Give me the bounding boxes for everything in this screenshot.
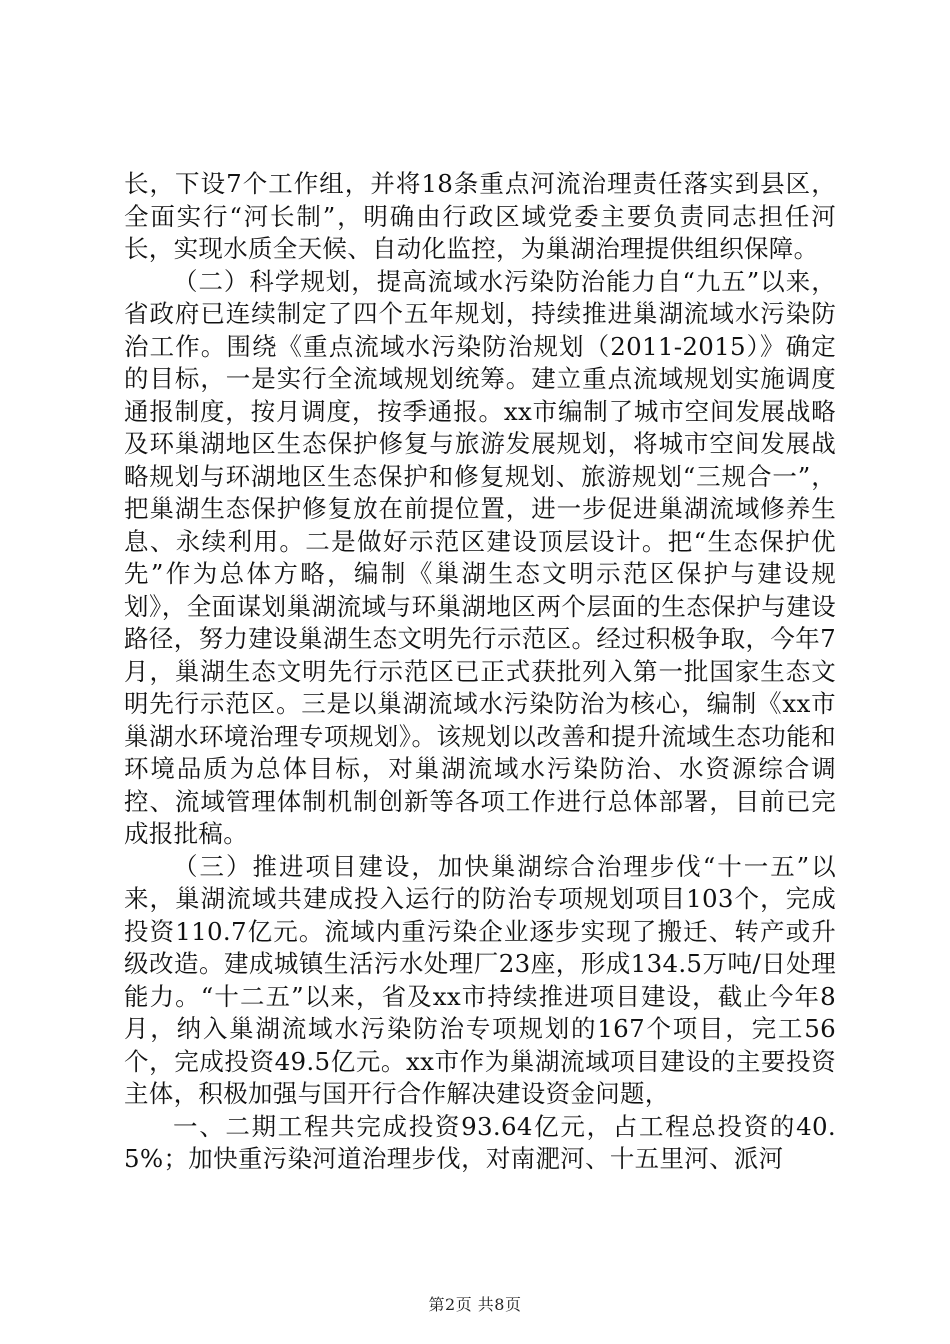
page-number-footer: 第2页 共8页 [428, 1295, 522, 1314]
paragraph-3: （三）推进项目建设，加快巢湖综合治理步伐“十一五”以来，巢湖流域共建成投入运行的防治专项规划项目103个，完成投资110.7亿元。流域内重污染企业逐步实现了搬迁、转产或升级改造。建成城镇生活污水处理厂23座，形成134.5万吨/日处理能力。“十二五”以来，省及xx市持续推进项目建设，截止今年8月，纳入巢湖流域水污染防治专项规划的167个项目，完工56个，完成投资49.5亿元。xx市作为巢湖流域项目建设的主要投资主体，积极加强与国开行合作解决建设资金问题， [124, 851, 836, 1108]
document-body [124, 168, 836, 1176]
paragraph-1: 长，下设7个工作组，并将18条重点河流治理责任落实到县区，全面实行“河长制”，明确由行政区域党委主要负责同志担任河长，实现水质全天候、自动化监控，为巢湖治理提供组织保障。 [124, 169, 836, 263]
paragraph-2: （二）科学规划，提高流域水污染防治能力自“九五”以来，省政府已连续制定了四个五年规划，持续推进巢湖流域水污染防治工作。围绕《重点流域水污染防治规划（2011-2015）》确定的目标，一是实行全流域规划统筹。建立重点流域规划实施调度通报制度，按月调度，按季通报。xx市编制了城市空间发展战略及环巢湖地区生态保护修复与旅游发展规划，将城市空间发展战略规划与环湖地区生态保护和修复规划、旅游规划“三规合一”，把巢湖生态保护修复放在前提位置，进一步促进巢湖流域修养生息、永续利用。二是做好示范区建设顶层设计。把“生态保护优先”作为总体方略，编制《巢湖生态文明示范区保护与建设规划》，全面谋划巢湖流域与环巢湖地区两个层面的生态保护与建设路径，努力建设巢湖生态文明先行示范区。经过积极争取，今年7月，巢湖生态文明先行示范区已正式获批列入第一批国家生态文明先行示范区。三是以巢湖流域水污染防治为核心，编制《xx市巢湖水环境治理专项规划》。该规划以改善和提升流域生态功能和环境品质为总体目标，对巢湖流域水污染防治、水资源综合调控、流域管理体制机制创新等各项工作进行总体部署，目前已完成报批稿。 [124, 266, 836, 848]
paragraph-4: 一、二期工程共完成投资93.64亿元，占工程总投资的40.5%；加快重污染河道治理步伐，对南淝河、十五里河、派河 [124, 1111, 836, 1173]
